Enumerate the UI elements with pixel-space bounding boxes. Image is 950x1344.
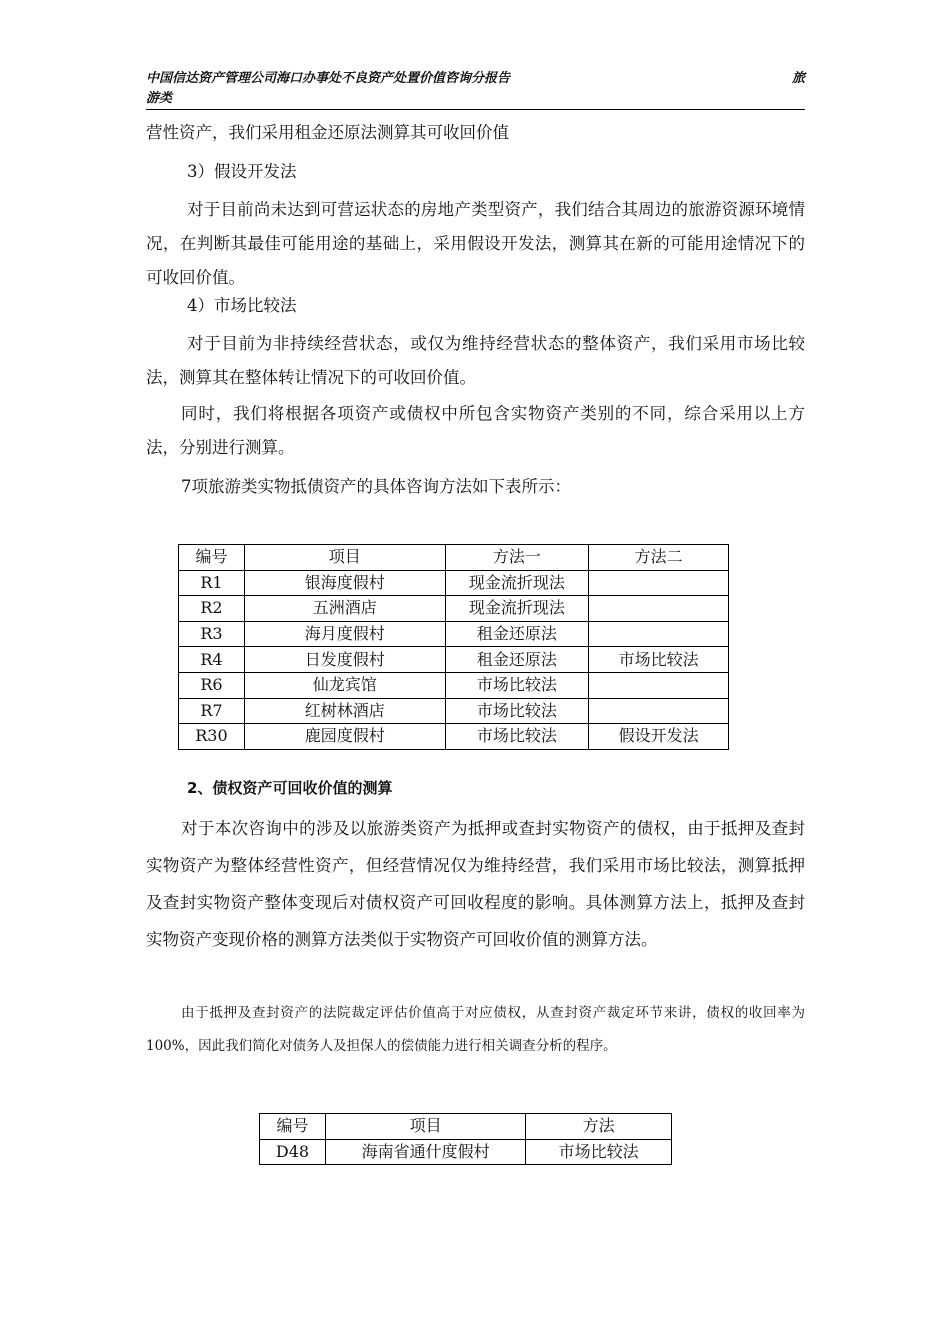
table-header-cell: 项目 (244, 545, 445, 571)
table-cell (589, 698, 729, 724)
paragraph-1: 营性资产，我们采用租金还原法测算其可收回价值 (146, 123, 509, 142)
table-cell: 市场比较法 (445, 672, 589, 698)
table-header-row (260, 1114, 672, 1140)
table-cell: 假设开发法 (589, 724, 729, 750)
table-header-row (179, 545, 729, 571)
table-row (179, 647, 729, 673)
header-title: 中国信达资产管理公司海口办事处不良资产处置价值咨询分报告 (146, 71, 511, 86)
table-cell: 租金还原法 (445, 647, 589, 673)
table-cell: 市场比较法 (445, 724, 589, 750)
table-cell: R2 (179, 596, 245, 622)
table-cell (589, 621, 729, 647)
table-row (179, 724, 729, 750)
paragraph-4: 同时，我们将根据各项资产或债权中所包含实物资产类别的不同，综合采用以上方法，分别进行测算。 (146, 404, 805, 457)
table-cell: 市场比较法 (526, 1139, 672, 1165)
table-cell: R4 (179, 647, 245, 673)
table-cell: 海月度假村 (244, 621, 445, 647)
table-row (179, 570, 729, 596)
table-cell: 鹿园度假村 (244, 724, 445, 750)
table-cell: R30 (179, 724, 245, 750)
table-cell: R6 (179, 672, 245, 698)
section-heading-2: 2、债权资产可回收价值的测算 (187, 779, 393, 797)
table-cell: R3 (179, 621, 245, 647)
paragraph-3: 对于目前为非持续经营状态，或仅为维持经营状态的整体资产，我们采用市场比较法，测算其在整体转让情况下的可收回价值。 (146, 334, 805, 387)
table-cell: 租金还原法 (445, 621, 589, 647)
table-cell: 市场比较法 (589, 647, 729, 673)
debt-method-table (259, 1113, 672, 1165)
table-cell: 日发度假村 (244, 647, 445, 673)
table-cell: 现金流折现法 (445, 596, 589, 622)
table-cell: R1 (179, 570, 245, 596)
table-header-cell: 项目 (325, 1114, 525, 1140)
table-cell: 仙龙宾馆 (244, 672, 445, 698)
subheading-3: 3）假设开发法 (187, 162, 297, 181)
table-cell: 海南省通什度假村 (325, 1139, 525, 1165)
table-cell (589, 570, 729, 596)
table-cell: 五洲酒店 (244, 596, 445, 622)
table-cell (589, 596, 729, 622)
paragraph-5: 7项旅游类实物抵债资产的具体咨询方法如下表所示： (181, 477, 571, 496)
table-row (179, 698, 729, 724)
header-category: 旅 (791, 71, 805, 86)
paragraph-7: 由于抵押及查封资产的法院裁定评估价值高于对应债权，从查封资产裁定环节来讲，债权的收回率为100%，因此我们简化对债务人及担保人的偿债能力进行相关调查分析的程序。 (146, 1005, 805, 1054)
table-row (179, 672, 729, 698)
table-row (260, 1139, 672, 1165)
table-row (179, 621, 729, 647)
table-header-cell: 编号 (179, 545, 245, 571)
table-cell: 红树林酒店 (244, 698, 445, 724)
header-rule (146, 109, 805, 110)
table-header-cell: 方法一 (445, 545, 589, 571)
table-header-cell: 方法二 (589, 545, 729, 571)
paragraph-6: 对于本次咨询中的涉及以旅游类资产为抵押或查封实物资产的债权，由于抵押及查封实物资产为整体经营性资产，但经营情况仅为维持经营，我们采用市场比较法，测算抵押及查封实物资产整体变现后对债权资产可回收程度的影响。具体测算方法上，抵押及查封实物资产变现价格的测算方法类似于实物资产可回收价值的测算方法。 (146, 819, 805, 949)
table-cell (589, 672, 729, 698)
table-cell: R7 (179, 698, 245, 724)
method-table (178, 544, 729, 750)
table-cell: D48 (260, 1139, 326, 1165)
table-header-cell: 方法 (526, 1114, 672, 1140)
paragraph-2: 对于目前尚未达到可营运状态的房地产类型资产，我们结合其周边的旅游资源环境情况，在判断其最佳可能用途的基础上，采用假设开发法，测算其在新的可能用途情况下的可收回价值。 (146, 200, 805, 287)
table-cell: 现金流折现法 (445, 570, 589, 596)
table-header-cell: 编号 (260, 1114, 326, 1140)
header-category-continued: 游类 (146, 91, 173, 106)
table-row (179, 596, 729, 622)
subheading-4: 4）市场比较法 (187, 296, 297, 315)
table-cell: 银海度假村 (244, 570, 445, 596)
table-cell: 市场比较法 (445, 698, 589, 724)
